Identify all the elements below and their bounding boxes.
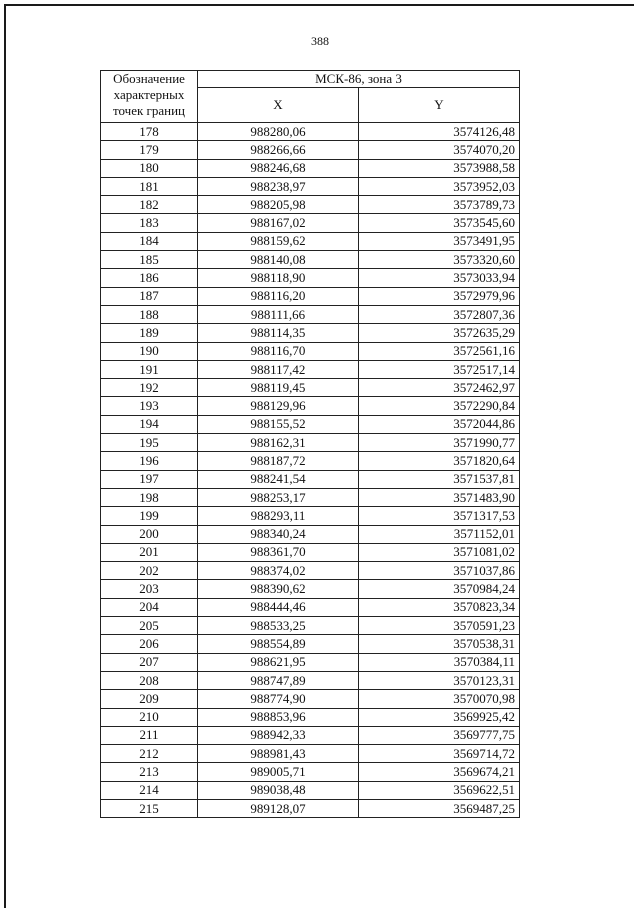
point-number-cell: 189 bbox=[101, 324, 198, 342]
table-row bbox=[101, 671, 520, 689]
y-coordinate-cell: 3570823,34 bbox=[359, 598, 520, 616]
x-coordinate-cell: 988241,54 bbox=[198, 470, 359, 488]
point-number-cell: 211 bbox=[101, 726, 198, 744]
point-number-cell: 184 bbox=[101, 232, 198, 250]
point-number-cell: 191 bbox=[101, 360, 198, 378]
table-row bbox=[101, 708, 520, 726]
y-coordinate-cell: 3573952,03 bbox=[359, 177, 520, 195]
x-coordinate-cell: 988774,90 bbox=[198, 690, 359, 708]
y-coordinate-cell: 3569925,42 bbox=[359, 708, 520, 726]
point-number-cell: 185 bbox=[101, 251, 198, 269]
table-row bbox=[101, 653, 520, 671]
table-row bbox=[101, 305, 520, 323]
x-coordinate-cell: 988116,70 bbox=[198, 342, 359, 360]
point-number-cell: 203 bbox=[101, 580, 198, 598]
point-number-cell: 198 bbox=[101, 488, 198, 506]
x-coordinate-cell: 988116,20 bbox=[198, 287, 359, 305]
x-coordinate-cell: 988118,90 bbox=[198, 269, 359, 287]
point-number-cell: 190 bbox=[101, 342, 198, 360]
y-coordinate-cell: 3573545,60 bbox=[359, 214, 520, 232]
x-coordinate-cell: 988853,96 bbox=[198, 708, 359, 726]
y-coordinate-cell: 3571081,02 bbox=[359, 543, 520, 561]
point-number-cell: 188 bbox=[101, 305, 198, 323]
x-coordinate-cell: 988187,72 bbox=[198, 452, 359, 470]
x-coordinate-cell: 988293,11 bbox=[198, 507, 359, 525]
y-coordinate-cell: 3573033,94 bbox=[359, 269, 520, 287]
table-row bbox=[101, 690, 520, 708]
point-number-cell: 212 bbox=[101, 745, 198, 763]
x-coordinate-cell: 988111,66 bbox=[198, 305, 359, 323]
point-number-cell: 213 bbox=[101, 763, 198, 781]
point-number-cell: 207 bbox=[101, 653, 198, 671]
table-row bbox=[101, 781, 520, 799]
table-row bbox=[101, 799, 520, 817]
table-row bbox=[101, 159, 520, 177]
x-coordinate-cell: 989128,07 bbox=[198, 799, 359, 817]
y-coordinate-cell: 3571317,53 bbox=[359, 507, 520, 525]
x-coordinate-cell: 988155,52 bbox=[198, 415, 359, 433]
y-coordinate-cell: 3570070,98 bbox=[359, 690, 520, 708]
y-coordinate-cell: 3572290,84 bbox=[359, 397, 520, 415]
y-coordinate-cell: 3572044,86 bbox=[359, 415, 520, 433]
y-coordinate-cell: 3570591,23 bbox=[359, 617, 520, 635]
x-coordinate-cell: 988361,70 bbox=[198, 543, 359, 561]
table-row bbox=[101, 470, 520, 488]
table-row bbox=[101, 379, 520, 397]
y-coordinate-cell: 3569622,51 bbox=[359, 781, 520, 799]
y-coordinate-cell: 3573988,58 bbox=[359, 159, 520, 177]
point-number-cell: 194 bbox=[101, 415, 198, 433]
x-coordinate-cell: 988621,95 bbox=[198, 653, 359, 671]
y-coordinate-cell: 3571537,81 bbox=[359, 470, 520, 488]
page-number: 388 bbox=[311, 34, 329, 48]
x-coordinate-cell: 988266,66 bbox=[198, 141, 359, 159]
x-coordinate-cell: 988129,96 bbox=[198, 397, 359, 415]
x-coordinate-cell: 988340,24 bbox=[198, 525, 359, 543]
x-coordinate-cell: 988159,62 bbox=[198, 232, 359, 250]
x-coordinate-cell: 988167,02 bbox=[198, 214, 359, 232]
y-coordinate-cell: 3571483,90 bbox=[359, 488, 520, 506]
y-coordinate-cell: 3572561,16 bbox=[359, 342, 520, 360]
x-coordinate-cell: 988390,62 bbox=[198, 580, 359, 598]
point-number-cell: 183 bbox=[101, 214, 198, 232]
point-number-cell: 201 bbox=[101, 543, 198, 561]
x-coordinate-cell: 988747,89 bbox=[198, 671, 359, 689]
point-number-cell: 195 bbox=[101, 434, 198, 452]
y-coordinate-cell: 3573320,60 bbox=[359, 251, 520, 269]
point-number-cell: 186 bbox=[101, 269, 198, 287]
x-coordinate-cell: 988280,06 bbox=[198, 123, 359, 141]
table-row bbox=[101, 580, 520, 598]
table-row bbox=[101, 214, 520, 232]
y-coordinate-cell: 3572807,36 bbox=[359, 305, 520, 323]
x-coordinate-cell: 988444,46 bbox=[198, 598, 359, 616]
y-coordinate-cell: 3572462,97 bbox=[359, 379, 520, 397]
point-number-cell: 192 bbox=[101, 379, 198, 397]
table-row bbox=[101, 617, 520, 635]
point-number-cell: 199 bbox=[101, 507, 198, 525]
table-row bbox=[101, 123, 520, 141]
point-number-cell: 204 bbox=[101, 598, 198, 616]
y-coordinate-cell: 3572517,14 bbox=[359, 360, 520, 378]
x-coordinate-cell: 988253,17 bbox=[198, 488, 359, 506]
point-number-cell: 202 bbox=[101, 562, 198, 580]
point-number-cell: 206 bbox=[101, 635, 198, 653]
y-coordinate-cell: 3570984,24 bbox=[359, 580, 520, 598]
point-number-cell: 197 bbox=[101, 470, 198, 488]
table-row bbox=[101, 415, 520, 433]
table-row bbox=[101, 452, 520, 470]
x-coordinate-cell: 988140,08 bbox=[198, 251, 359, 269]
point-number-cell: 210 bbox=[101, 708, 198, 726]
table-row bbox=[101, 543, 520, 561]
point-number-cell: 200 bbox=[101, 525, 198, 543]
y-coordinate-cell: 3569674,21 bbox=[359, 763, 520, 781]
x-coordinate-cell: 988942,33 bbox=[198, 726, 359, 744]
y-coordinate-cell: 3571820,64 bbox=[359, 452, 520, 470]
point-number-cell: 196 bbox=[101, 452, 198, 470]
x-coordinate-cell: 989005,71 bbox=[198, 763, 359, 781]
x-coordinate-cell: 988246,68 bbox=[198, 159, 359, 177]
point-number-cell: 193 bbox=[101, 397, 198, 415]
table-row bbox=[101, 745, 520, 763]
point-number-cell: 181 bbox=[101, 177, 198, 195]
table-row bbox=[101, 287, 520, 305]
table-row bbox=[101, 360, 520, 378]
point-number-cell: 215 bbox=[101, 799, 198, 817]
header-coordinate-system: МСК-86, зона 3 bbox=[198, 71, 520, 88]
x-coordinate-cell: 988374,02 bbox=[198, 562, 359, 580]
point-number-cell: 180 bbox=[101, 159, 198, 177]
y-coordinate-cell: 3569777,75 bbox=[359, 726, 520, 744]
x-coordinate-cell: 988554,89 bbox=[198, 635, 359, 653]
y-coordinate-cell: 3572635,29 bbox=[359, 324, 520, 342]
x-coordinate-cell: 988533,25 bbox=[198, 617, 359, 635]
y-coordinate-cell: 3570384,11 bbox=[359, 653, 520, 671]
table-row bbox=[101, 598, 520, 616]
point-number-cell: 187 bbox=[101, 287, 198, 305]
y-coordinate-cell: 3569487,25 bbox=[359, 799, 520, 817]
x-coordinate-cell: 988981,43 bbox=[198, 745, 359, 763]
table-row bbox=[101, 635, 520, 653]
y-coordinate-cell: 3571037,86 bbox=[359, 562, 520, 580]
y-coordinate-cell: 3573491,95 bbox=[359, 232, 520, 250]
table-row bbox=[101, 251, 520, 269]
point-number-cell: 182 bbox=[101, 196, 198, 214]
y-coordinate-cell: 3569714,72 bbox=[359, 745, 520, 763]
table-row bbox=[101, 342, 520, 360]
y-coordinate-cell: 3572979,96 bbox=[359, 287, 520, 305]
table-row bbox=[101, 726, 520, 744]
y-coordinate-cell: 3571152,01 bbox=[359, 525, 520, 543]
x-coordinate-cell: 988119,45 bbox=[198, 379, 359, 397]
y-coordinate-cell: 3570123,31 bbox=[359, 671, 520, 689]
table-row bbox=[101, 141, 520, 159]
point-number-cell: 179 bbox=[101, 141, 198, 159]
table-row bbox=[101, 177, 520, 195]
table-row bbox=[101, 434, 520, 452]
coordinates-table bbox=[100, 70, 520, 818]
x-coordinate-cell: 988114,35 bbox=[198, 324, 359, 342]
header-point-designation: Обозначение характерных точек границ bbox=[101, 71, 198, 123]
y-coordinate-cell: 3574126,48 bbox=[359, 123, 520, 141]
x-coordinate-cell: 988238,97 bbox=[198, 177, 359, 195]
table-row bbox=[101, 525, 520, 543]
table-row bbox=[101, 324, 520, 342]
point-number-cell: 205 bbox=[101, 617, 198, 635]
y-coordinate-cell: 3574070,20 bbox=[359, 141, 520, 159]
table-row bbox=[101, 269, 520, 287]
table-body bbox=[101, 123, 520, 818]
y-coordinate-cell: 3573789,73 bbox=[359, 196, 520, 214]
table-row bbox=[101, 562, 520, 580]
y-coordinate-cell: 3571990,77 bbox=[359, 434, 520, 452]
table-row bbox=[101, 507, 520, 525]
table-row bbox=[101, 232, 520, 250]
header-y: Y bbox=[359, 88, 520, 123]
header-x: X bbox=[198, 88, 359, 123]
table-row bbox=[101, 488, 520, 506]
point-number-cell: 209 bbox=[101, 690, 198, 708]
table-row bbox=[101, 763, 520, 781]
point-number-cell: 214 bbox=[101, 781, 198, 799]
x-coordinate-cell: 988205,98 bbox=[198, 196, 359, 214]
x-coordinate-cell: 989038,48 bbox=[198, 781, 359, 799]
point-number-cell: 208 bbox=[101, 671, 198, 689]
table-row bbox=[101, 397, 520, 415]
x-coordinate-cell: 988117,42 bbox=[198, 360, 359, 378]
x-coordinate-cell: 988162,31 bbox=[198, 434, 359, 452]
table-row bbox=[101, 196, 520, 214]
point-number-cell: 178 bbox=[101, 123, 198, 141]
y-coordinate-cell: 3570538,31 bbox=[359, 635, 520, 653]
